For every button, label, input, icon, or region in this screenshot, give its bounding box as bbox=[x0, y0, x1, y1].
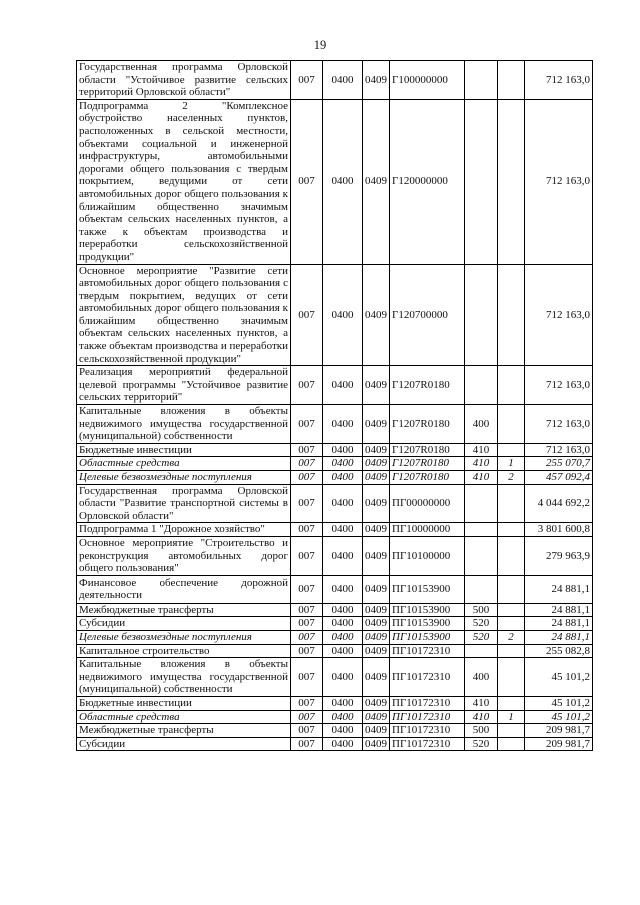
amount-cell: 712 163,0 bbox=[525, 99, 593, 264]
ministry-code-cell: 007 bbox=[291, 617, 323, 631]
row-name-cell: Межбюджетные трансферты bbox=[77, 603, 291, 617]
expense-type-code-cell bbox=[465, 575, 498, 603]
expense-type-code-cell: 410 bbox=[465, 696, 498, 710]
expense-type-code-cell: 410 bbox=[465, 443, 498, 457]
ministry-code-cell: 007 bbox=[291, 457, 323, 471]
funding-source-code-cell bbox=[498, 737, 525, 751]
row-name-cell: Межбюджетные трансферты bbox=[77, 724, 291, 738]
target-article-code-cell: ПГ10172310 bbox=[390, 658, 465, 697]
table-row bbox=[77, 724, 593, 738]
amount-cell: 712 163,0 bbox=[525, 264, 593, 366]
expense-type-code-cell bbox=[465, 484, 498, 523]
table-row bbox=[77, 696, 593, 710]
section-code-cell: 0400 bbox=[323, 523, 363, 537]
subsection-code-cell: 0409 bbox=[363, 443, 390, 457]
funding-source-code-cell bbox=[498, 366, 525, 405]
amount-cell: 712 163,0 bbox=[525, 366, 593, 405]
ministry-code-cell: 007 bbox=[291, 575, 323, 603]
section-code-cell: 0400 bbox=[323, 644, 363, 658]
row-name-cell: Основное мероприятие "Строительство и реконструкция автомобильных дорог общего пользования" bbox=[77, 536, 291, 575]
table-row bbox=[77, 484, 593, 523]
section-code-cell: 0400 bbox=[323, 575, 363, 603]
target-article-code-cell: ПГ10172310 bbox=[390, 644, 465, 658]
ministry-code-cell: 007 bbox=[291, 644, 323, 658]
row-name-cell: Субсидии bbox=[77, 737, 291, 751]
table-row bbox=[77, 710, 593, 724]
funding-source-code-cell bbox=[498, 523, 525, 537]
ministry-code-cell: 007 bbox=[291, 471, 323, 485]
funding-source-code-cell bbox=[498, 99, 525, 264]
ministry-code-cell: 007 bbox=[291, 658, 323, 697]
funding-source-code-cell bbox=[498, 264, 525, 366]
row-name-cell: Финансовое обеспечение дорожной деятельности bbox=[77, 575, 291, 603]
budget-table bbox=[76, 60, 593, 751]
row-name-cell: Целевые безвозмездные поступления bbox=[77, 471, 291, 485]
expense-type-code-cell bbox=[465, 523, 498, 537]
expense-type-code-cell bbox=[465, 61, 498, 100]
target-article-code-cell: Г1207R0180 bbox=[390, 366, 465, 405]
target-article-code-cell: ПГ00000000 bbox=[390, 484, 465, 523]
row-name-cell: Целевые безвозмездные поступления bbox=[77, 630, 291, 644]
subsection-code-cell: 0409 bbox=[363, 710, 390, 724]
ministry-code-cell: 007 bbox=[291, 710, 323, 724]
ministry-code-cell: 007 bbox=[291, 523, 323, 537]
subsection-code-cell: 0409 bbox=[363, 658, 390, 697]
target-article-code-cell: ПГ10172310 bbox=[390, 710, 465, 724]
section-code-cell: 0400 bbox=[323, 99, 363, 264]
target-article-code-cell: ПГ10100000 bbox=[390, 536, 465, 575]
subsection-code-cell: 0409 bbox=[363, 724, 390, 738]
amount-cell: 209 981,7 bbox=[525, 724, 593, 738]
target-article-code-cell: Г120000000 bbox=[390, 99, 465, 264]
funding-source-code-cell bbox=[498, 658, 525, 697]
target-article-code-cell: ПГ10172310 bbox=[390, 724, 465, 738]
funding-source-code-cell: 1 bbox=[498, 710, 525, 724]
target-article-code-cell: Г1207R0180 bbox=[390, 443, 465, 457]
section-code-cell: 0400 bbox=[323, 264, 363, 366]
subsection-code-cell: 0409 bbox=[363, 603, 390, 617]
ministry-code-cell: 007 bbox=[291, 61, 323, 100]
subsection-code-cell: 0409 bbox=[363, 617, 390, 631]
section-code-cell: 0400 bbox=[323, 536, 363, 575]
ministry-code-cell: 007 bbox=[291, 264, 323, 366]
expense-type-code-cell bbox=[465, 536, 498, 575]
section-code-cell: 0400 bbox=[323, 603, 363, 617]
amount-cell: 45 101,2 bbox=[525, 696, 593, 710]
funding-source-code-cell bbox=[498, 536, 525, 575]
table-row bbox=[77, 443, 593, 457]
section-code-cell: 0400 bbox=[323, 658, 363, 697]
funding-source-code-cell bbox=[498, 61, 525, 100]
table-row bbox=[77, 99, 593, 264]
section-code-cell: 0400 bbox=[323, 630, 363, 644]
table-row bbox=[77, 405, 593, 444]
table-row bbox=[77, 264, 593, 366]
expense-type-code-cell: 400 bbox=[465, 658, 498, 697]
table-row bbox=[77, 617, 593, 631]
target-article-code-cell: ПГ10153900 bbox=[390, 603, 465, 617]
expense-type-code-cell bbox=[465, 644, 498, 658]
expense-type-code-cell bbox=[465, 99, 498, 264]
row-name-cell: Бюджетные инвестиции bbox=[77, 696, 291, 710]
subsection-code-cell: 0409 bbox=[363, 484, 390, 523]
section-code-cell: 0400 bbox=[323, 617, 363, 631]
expense-type-code-cell: 520 bbox=[465, 630, 498, 644]
subsection-code-cell: 0409 bbox=[363, 471, 390, 485]
table-row bbox=[77, 644, 593, 658]
funding-source-code-cell: 2 bbox=[498, 471, 525, 485]
target-article-code-cell: Г1207R0180 bbox=[390, 471, 465, 485]
section-code-cell: 0400 bbox=[323, 696, 363, 710]
funding-source-code-cell bbox=[498, 484, 525, 523]
funding-source-code-cell: 1 bbox=[498, 457, 525, 471]
amount-cell: 712 163,0 bbox=[525, 61, 593, 100]
table-row bbox=[77, 457, 593, 471]
amount-cell: 24 881,1 bbox=[525, 603, 593, 617]
table-row bbox=[77, 523, 593, 537]
funding-source-code-cell: 2 bbox=[498, 630, 525, 644]
target-article-code-cell: ПГ10172310 bbox=[390, 696, 465, 710]
row-name-cell: Основное мероприятие "Развитие сети автомобильных дорог общего пользования с твердым покрытием, ведущих от сети автомобильных дорог общего пользования к ближайшим общественно значимым объектам сельских населенных пунктов, а также объектам производства и переработки сельскохозяйственной продукции" bbox=[77, 264, 291, 366]
table-row bbox=[77, 575, 593, 603]
amount-cell: 4 044 692,2 bbox=[525, 484, 593, 523]
target-article-code-cell: ПГ10153900 bbox=[390, 617, 465, 631]
section-code-cell: 0400 bbox=[323, 405, 363, 444]
table-row bbox=[77, 61, 593, 100]
amount-cell: 24 881,1 bbox=[525, 617, 593, 631]
table-body bbox=[77, 61, 593, 751]
amount-cell: 712 163,0 bbox=[525, 405, 593, 444]
amount-cell: 712 163,0 bbox=[525, 443, 593, 457]
page-number: 19 bbox=[313, 38, 327, 52]
ministry-code-cell: 007 bbox=[291, 443, 323, 457]
amount-cell: 24 881,1 bbox=[525, 575, 593, 603]
row-name-cell: Капитальное строительство bbox=[77, 644, 291, 658]
funding-source-code-cell bbox=[498, 443, 525, 457]
subsection-code-cell: 0409 bbox=[363, 630, 390, 644]
ministry-code-cell: 007 bbox=[291, 724, 323, 738]
target-article-code-cell: Г100000000 bbox=[390, 61, 465, 100]
amount-cell: 45 101,2 bbox=[525, 710, 593, 724]
subsection-code-cell: 0409 bbox=[363, 523, 390, 537]
subsection-code-cell: 0409 bbox=[363, 457, 390, 471]
amount-cell: 255 082,8 bbox=[525, 644, 593, 658]
row-name-cell: Реализация мероприятий федеральной целевой программы "Устойчивое развитие сельских территорий" bbox=[77, 366, 291, 405]
funding-source-code-cell bbox=[498, 405, 525, 444]
subsection-code-cell: 0409 bbox=[363, 644, 390, 658]
target-article-code-cell: Г1207R0180 bbox=[390, 457, 465, 471]
table-row bbox=[77, 603, 593, 617]
subsection-code-cell: 0409 bbox=[363, 737, 390, 751]
subsection-code-cell: 0409 bbox=[363, 575, 390, 603]
expense-type-code-cell: 500 bbox=[465, 603, 498, 617]
ministry-code-cell: 007 bbox=[291, 405, 323, 444]
expense-type-code-cell bbox=[465, 366, 498, 405]
subsection-code-cell: 0409 bbox=[363, 696, 390, 710]
section-code-cell: 0400 bbox=[323, 471, 363, 485]
row-name-cell: Государственная программа Орловской области "Развитие транспортной системы в Орловской области" bbox=[77, 484, 291, 523]
amount-cell: 279 963,9 bbox=[525, 536, 593, 575]
ministry-code-cell: 007 bbox=[291, 536, 323, 575]
row-name-cell: Подпрограмма 1 "Дорожное хозяйство" bbox=[77, 523, 291, 537]
table-row bbox=[77, 737, 593, 751]
ministry-code-cell: 007 bbox=[291, 366, 323, 405]
row-name-cell: Областные средства bbox=[77, 457, 291, 471]
section-code-cell: 0400 bbox=[323, 457, 363, 471]
funding-source-code-cell bbox=[498, 644, 525, 658]
section-code-cell: 0400 bbox=[323, 710, 363, 724]
subsection-code-cell: 0409 bbox=[363, 405, 390, 444]
funding-source-code-cell bbox=[498, 603, 525, 617]
expense-type-code-cell: 400 bbox=[465, 405, 498, 444]
subsection-code-cell: 0409 bbox=[363, 264, 390, 366]
amount-cell: 255 070,7 bbox=[525, 457, 593, 471]
target-article-code-cell: ПГ10000000 bbox=[390, 523, 465, 537]
ministry-code-cell: 007 bbox=[291, 630, 323, 644]
amount-cell: 209 981,7 bbox=[525, 737, 593, 751]
table-row bbox=[77, 630, 593, 644]
target-article-code-cell: ПГ10153900 bbox=[390, 575, 465, 603]
row-name-cell: Областные средства bbox=[77, 710, 291, 724]
section-code-cell: 0400 bbox=[323, 443, 363, 457]
section-code-cell: 0400 bbox=[323, 366, 363, 405]
funding-source-code-cell bbox=[498, 724, 525, 738]
funding-source-code-cell bbox=[498, 696, 525, 710]
expense-type-code-cell: 410 bbox=[465, 710, 498, 724]
table-row bbox=[77, 366, 593, 405]
row-name-cell: Капитальные вложения в объекты недвижимого имущества государственной (муниципальной) собственности bbox=[77, 658, 291, 697]
subsection-code-cell: 0409 bbox=[363, 366, 390, 405]
ministry-code-cell: 007 bbox=[291, 696, 323, 710]
ministry-code-cell: 007 bbox=[291, 484, 323, 523]
row-name-cell: Бюджетные инвестиции bbox=[77, 443, 291, 457]
subsection-code-cell: 0409 bbox=[363, 99, 390, 264]
section-code-cell: 0400 bbox=[323, 61, 363, 100]
amount-cell: 24 881,1 bbox=[525, 630, 593, 644]
expense-type-code-cell: 520 bbox=[465, 617, 498, 631]
funding-source-code-cell bbox=[498, 617, 525, 631]
target-article-code-cell: Г1207R0180 bbox=[390, 405, 465, 444]
row-name-cell: Капитальные вложения в объекты недвижимого имущества государственной (муниципальной) собственности bbox=[77, 405, 291, 444]
target-article-code-cell: Г120700000 bbox=[390, 264, 465, 366]
ministry-code-cell: 007 bbox=[291, 99, 323, 264]
section-code-cell: 0400 bbox=[323, 484, 363, 523]
row-name-cell: Подпрограмма 2 "Комплексное обустройство населенных пунктов, расположенных в сельской местности, объектами социальной и инженерной инфраструктуры, автомобильными дорогами общего пользования с твердым покрытием, ведущими от сети автомобильных дорог общего пользования к ближайшим общественно значимым объектам сельских населенных пунктов, а также к объектам производства и переработки сельскохозяйственной продукции" bbox=[77, 99, 291, 264]
section-code-cell: 0400 bbox=[323, 737, 363, 751]
expense-type-code-cell: 520 bbox=[465, 737, 498, 751]
row-name-cell: Государственная программа Орловской области "Устойчивое развитие сельских территорий Орловской области" bbox=[77, 61, 291, 100]
table-row bbox=[77, 536, 593, 575]
funding-source-code-cell bbox=[498, 575, 525, 603]
row-name-cell: Субсидии bbox=[77, 617, 291, 631]
table-row bbox=[77, 658, 593, 697]
subsection-code-cell: 0409 bbox=[363, 61, 390, 100]
expense-type-code-cell: 410 bbox=[465, 471, 498, 485]
expense-type-code-cell: 410 bbox=[465, 457, 498, 471]
target-article-code-cell: ПГ10153900 bbox=[390, 630, 465, 644]
expense-type-code-cell bbox=[465, 264, 498, 366]
expense-type-code-cell: 500 bbox=[465, 724, 498, 738]
amount-cell: 457 092,4 bbox=[525, 471, 593, 485]
section-code-cell: 0400 bbox=[323, 724, 363, 738]
ministry-code-cell: 007 bbox=[291, 603, 323, 617]
amount-cell: 3 801 600,8 bbox=[525, 523, 593, 537]
ministry-code-cell: 007 bbox=[291, 737, 323, 751]
table-row bbox=[77, 471, 593, 485]
amount-cell: 45 101,2 bbox=[525, 658, 593, 697]
target-article-code-cell: ПГ10172310 bbox=[390, 737, 465, 751]
subsection-code-cell: 0409 bbox=[363, 536, 390, 575]
